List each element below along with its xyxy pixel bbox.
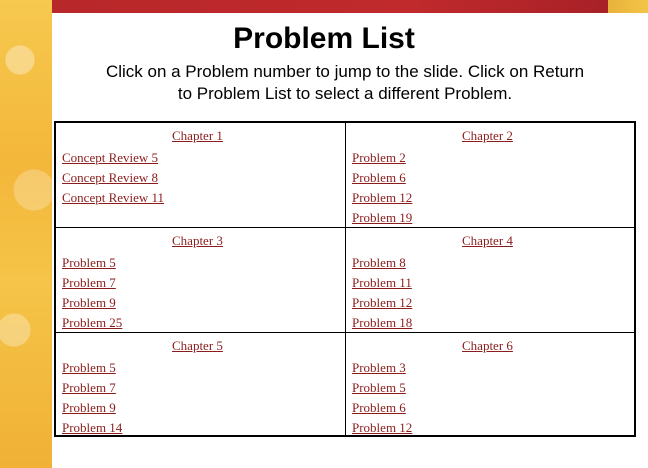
- page-title: Problem List: [233, 22, 415, 55]
- problem-link[interactable]: Problem 14: [62, 420, 123, 435]
- problem-link[interactable]: Problem 18: [352, 315, 413, 330]
- problem-links-list: [62, 148, 164, 208]
- chapter-link[interactable]: Chapter 5: [172, 338, 223, 353]
- problem-link[interactable]: Problem 25: [62, 315, 123, 330]
- chapter-cell: [346, 333, 636, 437]
- problem-links-list: [352, 253, 412, 333]
- decorative-top-bar-accent: [608, 0, 648, 13]
- problem-links-list: [62, 358, 122, 438]
- chapter-link[interactable]: Chapter 1: [172, 128, 223, 143]
- problem-link[interactable]: Problem 3: [352, 360, 406, 375]
- problem-link[interactable]: Problem 7: [62, 275, 116, 290]
- problem-table: [54, 121, 636, 437]
- chapter-link[interactable]: Chapter 6: [462, 338, 513, 353]
- instructions: [60, 61, 630, 105]
- problem-link[interactable]: Problem 19: [352, 210, 413, 225]
- problem-link[interactable]: Problem 9: [62, 400, 116, 415]
- chapter-link[interactable]: Chapter 4: [462, 233, 513, 248]
- problem-link[interactable]: Problem 12: [352, 295, 413, 310]
- problem-link[interactable]: Problem 12: [352, 420, 413, 435]
- chapter-cell: [56, 333, 346, 437]
- problem-link[interactable]: Problem 12: [352, 190, 413, 205]
- problem-link[interactable]: Problem 7: [62, 380, 116, 395]
- chapter-link[interactable]: Chapter 3: [172, 233, 223, 248]
- chapter-cell: [56, 123, 346, 228]
- problem-links-list: [62, 253, 122, 333]
- problem-link[interactable]: Concept Review 8: [62, 170, 159, 185]
- problem-link[interactable]: Problem 5: [62, 360, 116, 375]
- chapter-cell: [346, 228, 636, 333]
- problem-link[interactable]: Concept Review 5: [62, 150, 159, 165]
- chapter-cell: [56, 228, 346, 333]
- decorative-top-bar: [52, 0, 648, 13]
- problem-links-list: [352, 358, 412, 438]
- instructions-line-2: to Problem List to select a different Problem.: [177, 84, 513, 103]
- problem-link[interactable]: Problem 6: [352, 400, 406, 415]
- chapter-link[interactable]: Chapter 2: [462, 128, 513, 143]
- problem-link[interactable]: Problem 8: [352, 255, 406, 270]
- problem-link[interactable]: Problem 5: [352, 380, 406, 395]
- chapter-cell: [346, 123, 636, 228]
- instructions-line-1: Click on a Problem number to jump to the slide. Click on Return: [105, 62, 585, 81]
- problem-link[interactable]: Problem 2: [352, 150, 406, 165]
- problem-link[interactable]: Problem 11: [352, 275, 412, 290]
- problem-link[interactable]: Problem 6: [352, 170, 406, 185]
- problem-link[interactable]: Concept Review 11: [62, 190, 165, 205]
- problem-link[interactable]: Problem 9: [62, 295, 116, 310]
- problem-links-list: [352, 148, 412, 228]
- decorative-side-band: [0, 0, 52, 468]
- problem-link[interactable]: Problem 5: [62, 255, 116, 270]
